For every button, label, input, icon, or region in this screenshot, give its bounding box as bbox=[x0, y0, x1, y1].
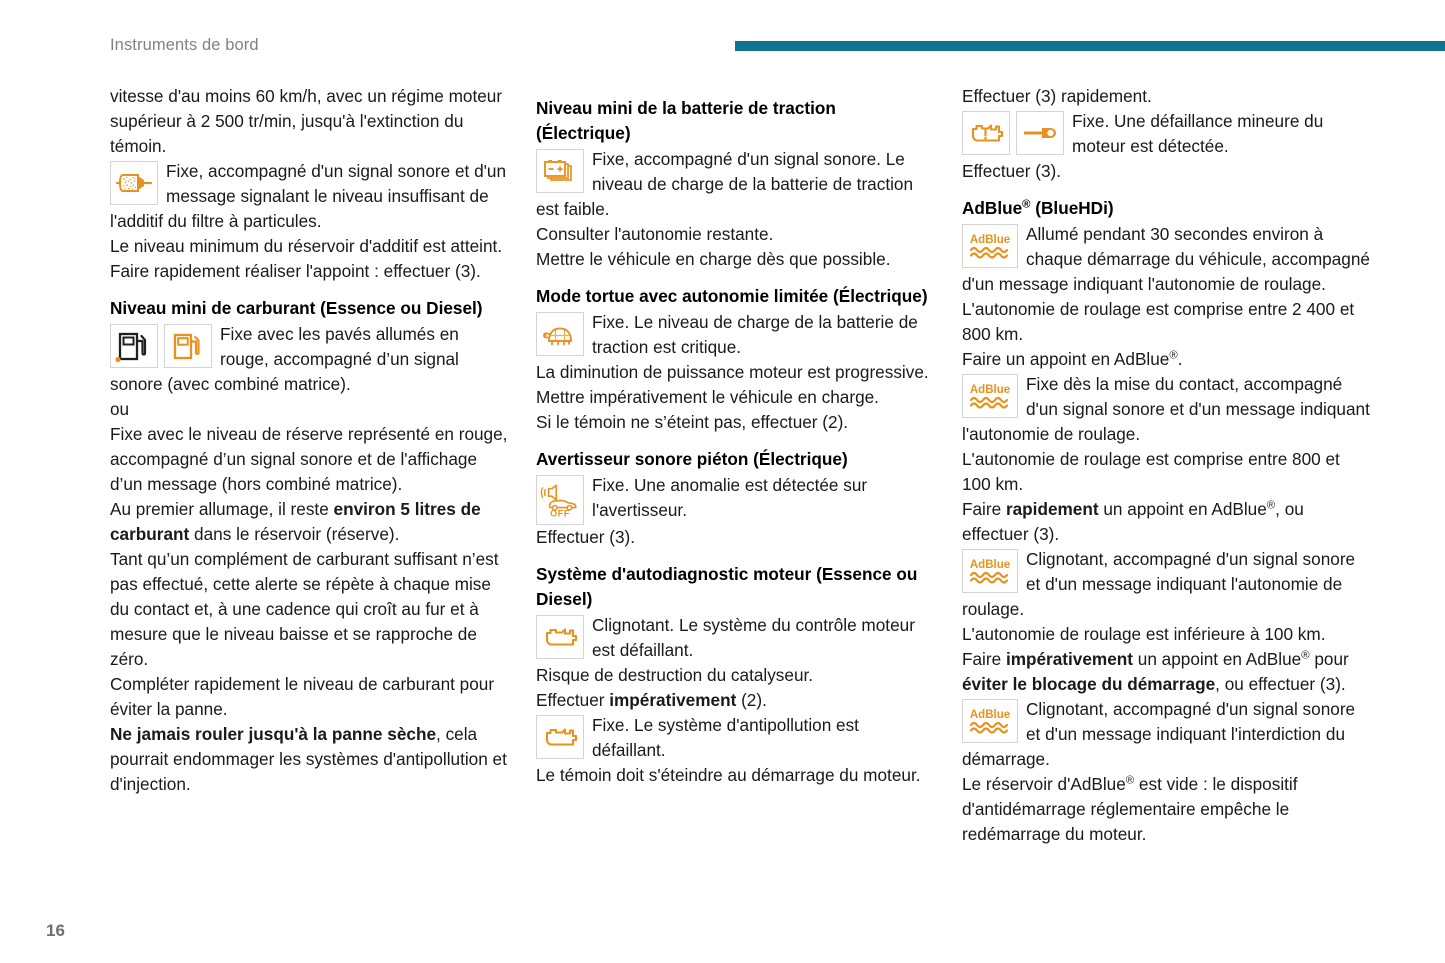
first-illumination-paragraph: Au premier allumage, il reste environ 5 litres de carburant dans le réservoir (réserve). bbox=[110, 499, 481, 544]
svg-text:AdBlue: AdBlue bbox=[969, 384, 1011, 396]
registered-mark: ® bbox=[1022, 198, 1031, 211]
svg-text:AdBlue: AdBlue bbox=[969, 234, 1011, 246]
fuel-level-block bbox=[110, 322, 508, 397]
column-1 bbox=[110, 84, 508, 797]
page-number: 16 bbox=[46, 921, 65, 940]
or-paragraph: ou bbox=[110, 399, 130, 419]
svg-text:AdBlue: AdBlue bbox=[969, 559, 1011, 571]
power-reduction-paragraph: La diminution de puissance moteur est progressive. bbox=[536, 362, 929, 382]
fuel-pump-dark-icon bbox=[110, 324, 158, 368]
engine-blinking-block bbox=[536, 613, 934, 663]
particulate-filter-icon bbox=[110, 161, 158, 205]
traction-battery-block bbox=[536, 147, 934, 222]
section-title-engine-diagnostics: Système d'autodiagnostic moteur (Essence ou Diesel) bbox=[536, 564, 918, 609]
reserve-level-paragraph: Fixe avec le niveau de réserve représenté en rouge, accompagné d’un signal sonore et de l'affichage d’un message (hors combiné matrice). bbox=[110, 424, 508, 494]
adblue-icon bbox=[962, 224, 1018, 268]
engine-warning-icon bbox=[962, 111, 1010, 155]
engine-check-icon bbox=[536, 715, 584, 759]
section-title-fuel-min: Niveau mini de carburant (Essence ou Diesel) bbox=[110, 298, 483, 318]
pedestrian-warning-block-text: Fixe. Une anomalie est détectée sur l'avertisseur. bbox=[592, 475, 868, 520]
icon-group bbox=[962, 111, 1064, 155]
fuel-level-block-text: Fixe avec les pavés allumés en rouge, accompagné d’un signal sonore (avec combiné matrice). bbox=[110, 324, 459, 394]
engine-check-icon bbox=[536, 615, 584, 659]
check-range-paragraph: Consulter l'autonomie restante. bbox=[536, 224, 774, 244]
adblue-startup-block-text: Allumé pendant 30 secondes environ à chaque démarrage du véhicule, accompagné d'un message indiquant l'autonomie de roulage. bbox=[962, 224, 1370, 294]
icon-group bbox=[110, 324, 212, 368]
minor-engine-fault-block-text: Fixe. Une défaillance mineure du moteur est détectée. bbox=[1072, 111, 1324, 156]
additive-topup-paragraph: Faire rapidement réaliser l'appoint : effectuer (3). bbox=[110, 261, 481, 281]
icon-group bbox=[962, 549, 1018, 593]
section-title-traction-battery-min: Niveau mini de la batterie de traction (Électrique) bbox=[536, 98, 836, 143]
warning-must-extinguish-paragraph: Le témoin doit s'éteindre au démarrage du moteur. bbox=[536, 765, 921, 785]
header-accent-rule bbox=[735, 41, 1445, 51]
catalyst-risk-paragraph: Risque de destruction du catalyseur. bbox=[536, 665, 814, 685]
traction-battery-block-text: Fixe, accompagné d'un signal sonore. Le niveau de charge de la batterie de traction est faible. bbox=[536, 149, 914, 219]
adblue-start-inhibit-block bbox=[962, 697, 1372, 772]
engine-blinking-block-text: Clignotant. Le système du contrôle moteur est défaillant. bbox=[592, 615, 915, 660]
particulate-filter-additive-block-text: Fixe, accompagné d'un signal sonore et d'un message signalant le niveau insuffisant de l'additif du filtre à particules. bbox=[110, 161, 507, 231]
mandatory-action-paragraph: Effectuer impérativement (2). bbox=[536, 690, 767, 710]
adblue-range-below-100-paragraph: L'autonomie de roulage est inférieure à 100 km. bbox=[962, 624, 1326, 644]
adblue-ignition-block-text: Fixe dès la mise du contact, accompagné d'un signal sonore et d'un message indiquant l'autonomie de roulage. bbox=[962, 374, 1370, 444]
warning-persists-paragraph: Si le témoin ne s’éteint pas, effectuer (2). bbox=[536, 412, 849, 432]
adblue-icon bbox=[962, 374, 1018, 418]
minor-fault-action-paragraph: Effectuer (3). bbox=[962, 161, 1062, 181]
engine-fixed-block-text: Fixe. Le système d'antipollution est défaillant. bbox=[592, 715, 859, 760]
adblue-icon bbox=[962, 549, 1018, 593]
icon-group bbox=[110, 161, 158, 205]
engine-fixed-block bbox=[536, 713, 934, 763]
particulate-filter-additive-block bbox=[110, 159, 508, 234]
icon-group bbox=[536, 149, 584, 193]
icon-group bbox=[536, 615, 584, 659]
intro-paragraph: vitesse d'au moins 60 km/h, avec un régime moteur supérieur à 2 500 tr/min, jusqu'à l'extinction du témoin. bbox=[110, 86, 503, 156]
turtle-icon bbox=[536, 312, 584, 356]
registered-mark: ® bbox=[1266, 499, 1276, 512]
section-title-turtle-mode: Mode tortue avec autonomie limitée (Électrique) bbox=[536, 286, 928, 306]
adblue-mandatory-topup-paragraph: Faire impérativement un appoint en AdBlue® pour éviter le blocage du démarrage, ou effectuer (3). bbox=[962, 649, 1349, 694]
page-header bbox=[0, 0, 1445, 70]
wrench-icon bbox=[1016, 111, 1064, 155]
adblue-tank-empty-paragraph: Le réservoir d'AdBlue® est vide : le dispositif d'antidémarrage réglementaire empêche le redémarrage du moteur. bbox=[962, 774, 1298, 844]
pedestrian-action-paragraph: Effectuer (3). bbox=[536, 527, 636, 547]
turtle-mode-block bbox=[536, 310, 934, 360]
pedestrian-warning-block bbox=[536, 473, 934, 525]
adblue-topup-paragraph: Faire un appoint en AdBlue®. bbox=[962, 349, 1183, 369]
registered-mark: ® bbox=[1301, 649, 1310, 662]
registered-mark: ® bbox=[1169, 349, 1178, 362]
page-title: Instruments de bord bbox=[110, 36, 259, 54]
icon-group bbox=[962, 699, 1018, 743]
minor-engine-fault-block bbox=[962, 109, 1372, 159]
section-title-adblue: AdBlue® (BlueHDi) bbox=[962, 198, 1114, 218]
charge-asap-paragraph: Mettre le véhicule en charge dès que possible. bbox=[536, 249, 891, 269]
avoid-breakdown-paragraph: Compléter rapidement le niveau de carburant pour éviter la panne. bbox=[110, 674, 495, 719]
column-2 bbox=[536, 84, 934, 788]
icon-group bbox=[962, 224, 1018, 268]
adblue-blinking-block-text: Clignotant, accompagné d'un signal sonore et d'un message indiquant l'autonomie de roulage. bbox=[962, 549, 1356, 619]
adblue-icon bbox=[962, 699, 1018, 743]
adblue-ignition-block bbox=[962, 372, 1372, 447]
perform-quickly-paragraph: Effectuer (3) rapidement. bbox=[962, 86, 1152, 106]
icon-group bbox=[962, 374, 1018, 418]
adblue-startup-block bbox=[962, 222, 1372, 297]
content-columns bbox=[110, 84, 1400, 847]
fuel-pump-orange-icon bbox=[164, 324, 212, 368]
svg-text:AdBlue: AdBlue bbox=[969, 709, 1011, 721]
registered-mark: ® bbox=[1125, 774, 1135, 787]
adblue-start-inhibit-block-text: Clignotant, accompagné d'un signal sonore et d'un message indiquant l'interdiction du démarrage. bbox=[962, 699, 1356, 769]
section-title-pedestrian-warning: Avertisseur sonore piéton (Électrique) bbox=[536, 449, 848, 469]
must-charge-paragraph: Mettre impérativement le véhicule en charge. bbox=[536, 387, 879, 407]
traction-battery-icon bbox=[536, 149, 584, 193]
adblue-range-2400-paragraph: L'autonomie de roulage est comprise entre 2 400 et 800 km. bbox=[962, 299, 1355, 344]
svg-text:OFF: OFF bbox=[550, 508, 570, 518]
adblue-quick-topup-paragraph: Faire rapidement un appoint en AdBlue®, ou effectuer (3). bbox=[962, 499, 1304, 544]
icon-group bbox=[536, 715, 584, 759]
additive-reservoir-paragraph: Le niveau minimum du réservoir d'additif est atteint. bbox=[110, 236, 503, 256]
column-3 bbox=[962, 84, 1372, 847]
never-run-dry-paragraph: Ne jamais rouler jusqu'à la panne sèche, cela pourrait endommager les systèmes d'antipollution et d'injection. bbox=[110, 724, 507, 794]
adblue-blinking-block bbox=[962, 547, 1372, 622]
repeat-alert-paragraph: Tant qu’un complément de carburant suffisant n’est pas effectué, cette alerte se répète à chaque mise du contact et, à une cadence qui croît au fur et à mesure que le niveau baisse et se rapproche de zéro. bbox=[110, 549, 499, 669]
pedestrian-alert-off-icon bbox=[536, 475, 584, 525]
icon-group bbox=[536, 475, 584, 525]
turtle-mode-block-text: Fixe. Le niveau de charge de la batterie de traction est critique. bbox=[592, 312, 918, 357]
icon-group bbox=[536, 312, 584, 356]
adblue-range-800-paragraph: L'autonomie de roulage est comprise entre 800 et 100 km. bbox=[962, 449, 1340, 494]
